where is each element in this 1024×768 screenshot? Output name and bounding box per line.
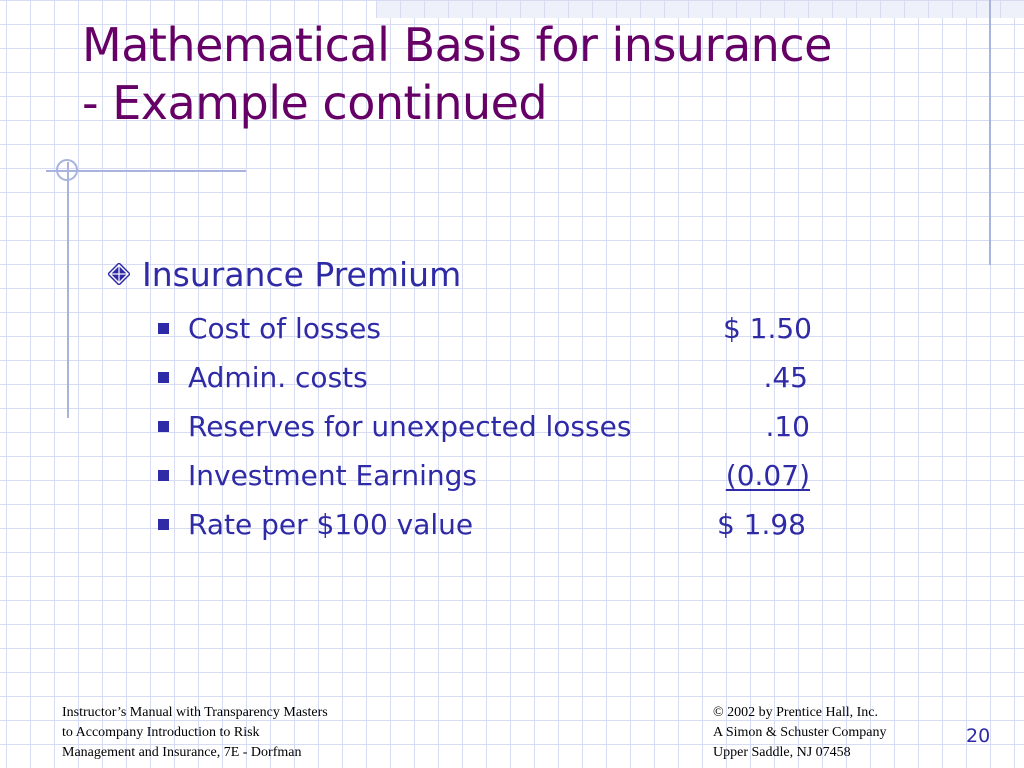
list-item [158,500,858,549]
page-number: 20 [966,725,991,747]
bullet-insurance-premium [108,252,461,296]
footer-left-line-3: Management and Insurance, 7E - Dorfman [62,745,302,760]
slide-title [82,16,832,132]
item-amount: .10 [765,410,810,443]
square-bullet-icon [158,421,169,432]
item-amount: $ 1.50 [722,312,812,345]
footer-left-line-1: Instructor’s Manual with Transparency Masters [62,705,328,720]
item-label: Reserves for unexpected losses [188,410,632,443]
title-line-2: - Example continued [82,76,548,130]
item-amount: (0.07) [725,459,810,492]
square-bullet-icon [158,372,169,383]
list-item [158,451,858,500]
list-item [158,402,858,451]
footer-left-line-2: to Accompany Introduction to Risk [62,725,260,740]
item-label: Cost of losses [188,312,381,345]
bullet-label: Insurance Premium [142,254,462,294]
footer-left [62,703,328,763]
square-bullet-icon [158,323,169,334]
decorative-ring [56,159,78,181]
item-label: Investment Earnings [188,459,477,492]
item-amount: $ 1.98 [716,508,806,541]
square-bullet-icon [158,470,169,481]
footer-right-line-3: Upper Saddle, NJ 07458 [713,745,851,760]
right-decorative-rule [989,0,991,265]
list-item [158,304,858,353]
item-amount: .45 [763,361,808,394]
item-label: Admin. costs [188,361,368,394]
left-decorative-rule [67,162,69,418]
footer-right-line-2: A Simon & Schuster Company [713,725,887,740]
footer-right-line-1: © 2002 by Prentice Hall, Inc. [713,705,878,720]
premium-items-list [158,304,858,549]
list-item [158,353,858,402]
item-label: Rate per $100 value [188,508,474,541]
footer-right [713,703,886,763]
square-bullet-icon [158,519,169,530]
diamond-bullet-icon [108,263,130,285]
title-line-1: Mathematical Basis for insurance [82,18,832,72]
